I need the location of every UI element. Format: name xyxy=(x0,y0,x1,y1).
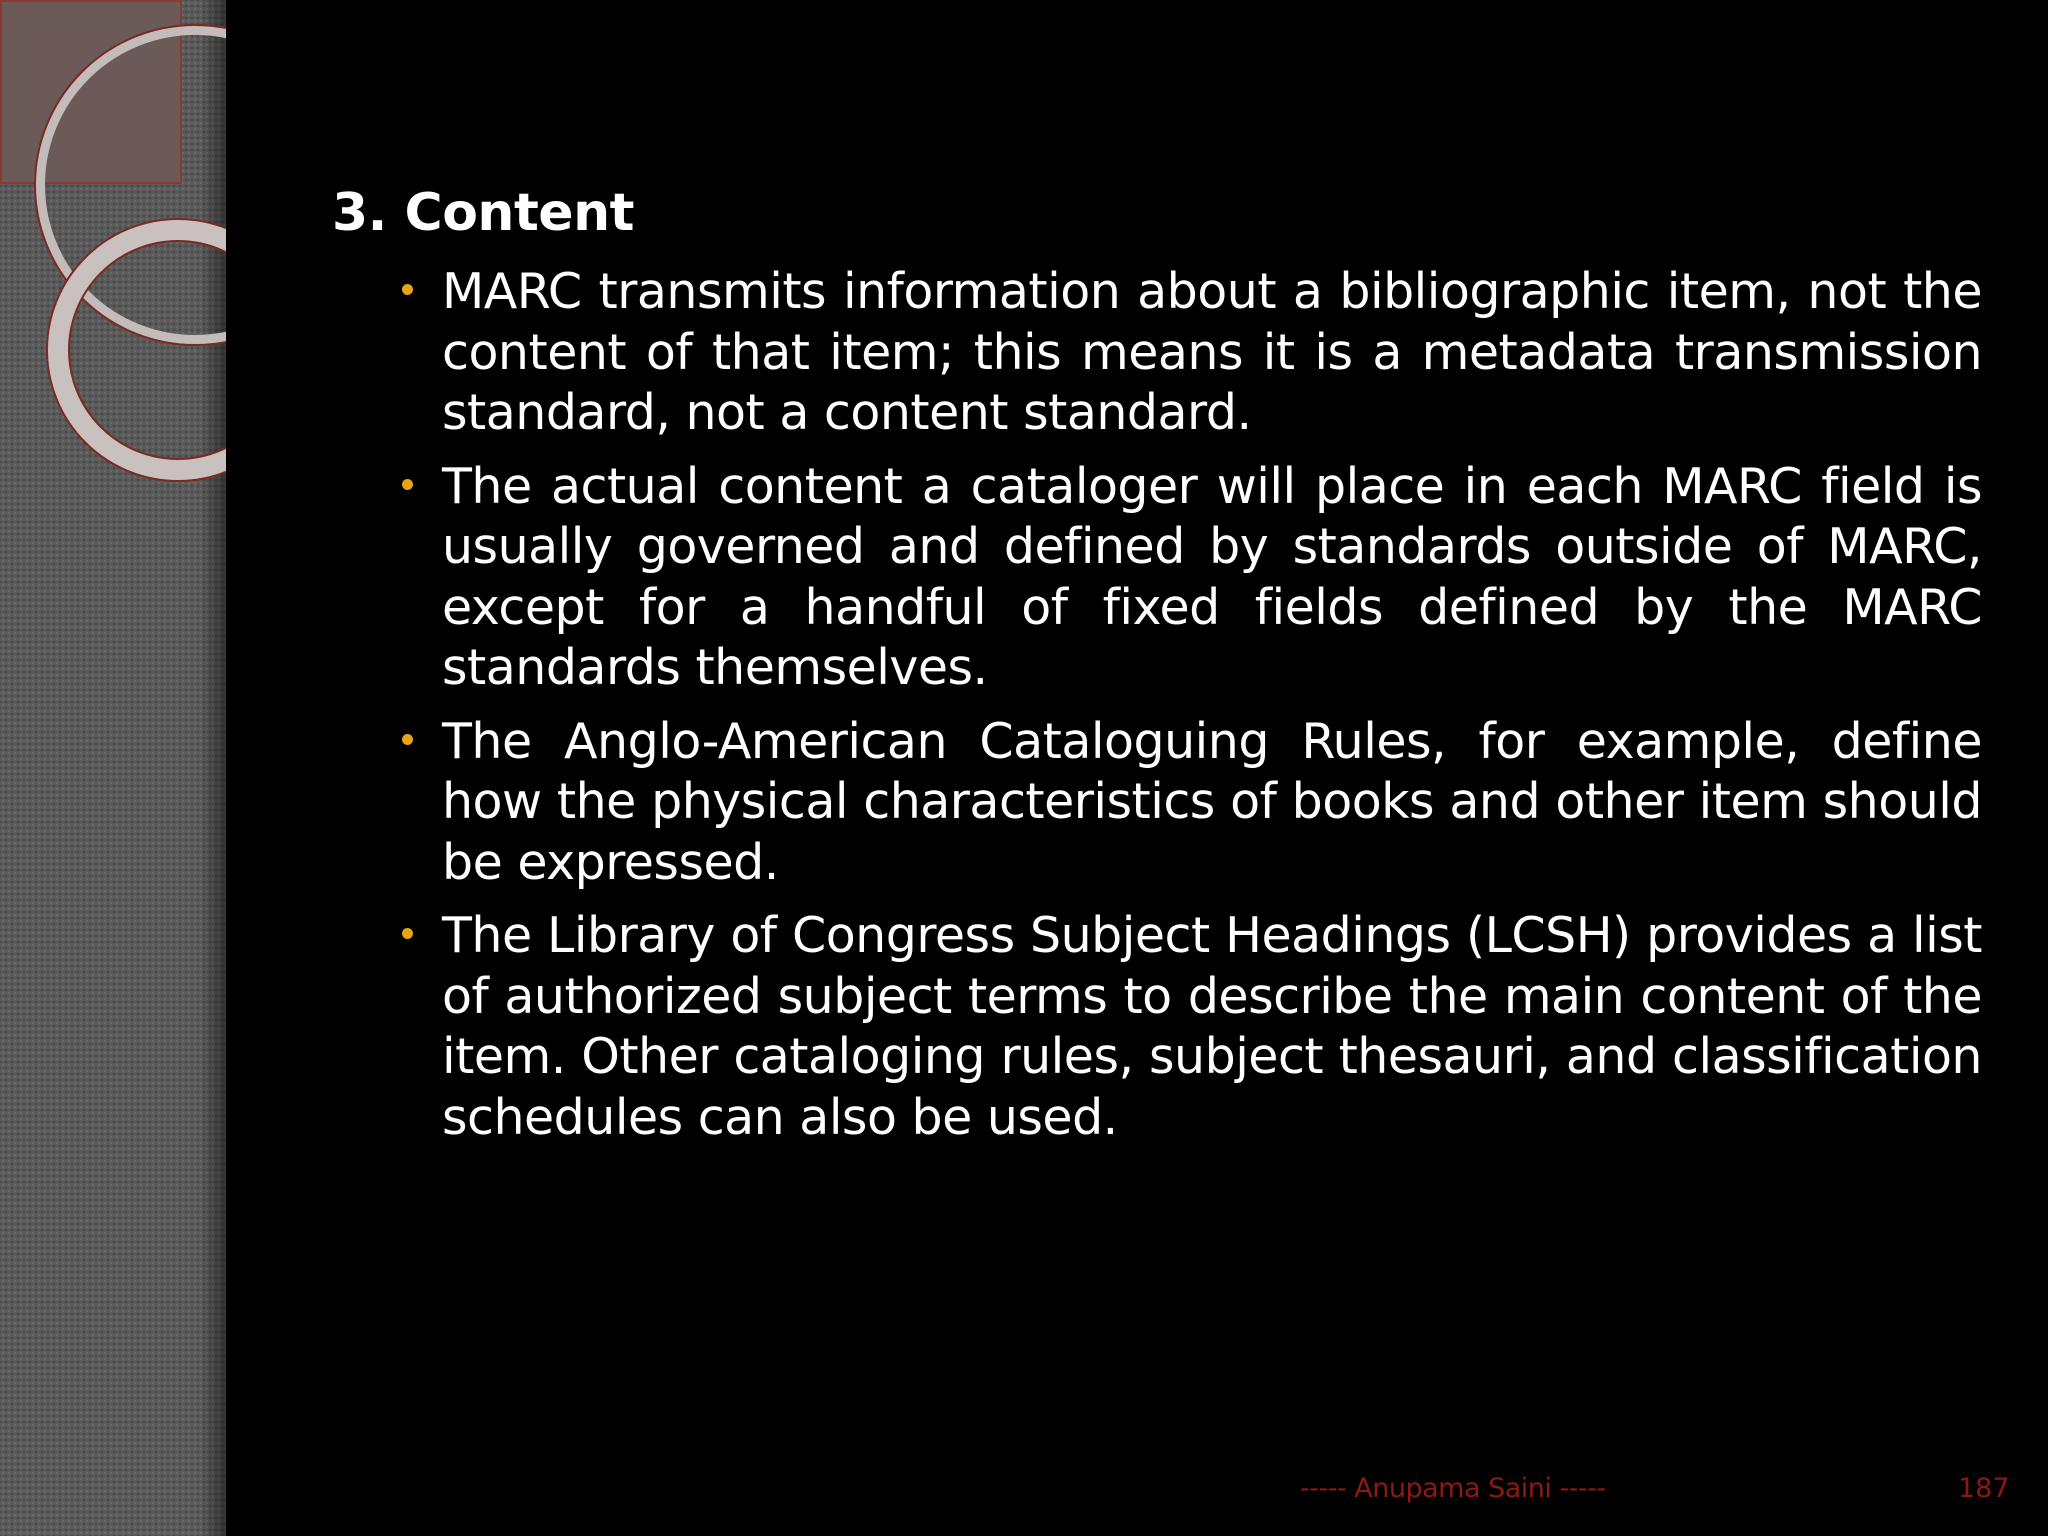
bullet-text: The Anglo-American Cataloguing Rules, for example, define how the physical characteristics of books and other item should be expressed. xyxy=(442,712,1982,891)
bullet-dot-icon xyxy=(402,479,413,490)
decorative-ring-small xyxy=(58,230,226,470)
decorative-ring-small-outer-edge xyxy=(47,219,226,481)
bullet-dot-icon xyxy=(402,284,413,295)
slide-heading: 3. Content xyxy=(332,183,634,243)
bullet-item xyxy=(442,457,1982,699)
bullet-dot-icon xyxy=(402,928,413,939)
decorative-corner-square xyxy=(1,1,181,183)
footer-page-number: 187 xyxy=(1958,1473,2010,1504)
slide-content xyxy=(332,178,1982,1161)
bullet-text: MARC transmits information about a bibliographic item, not the content of that item; this means it is a metadata transmission standard, not a content standard. xyxy=(442,263,1982,441)
bullet-text: The actual content a cataloger will place in each MARC field is usually governed and defined by standards outside of MARC, except for a handful of fixed fields defined by the MARC standards themselves. xyxy=(442,457,1982,696)
bullet-item xyxy=(442,906,1982,1148)
bullet-item xyxy=(442,262,1982,444)
bullet-text: The Library of Congress Subject Headings (LCSH) provides a list of authorized subject terms to describe the main content of the item. Other cataloging rules, subject thesauri, and classification schedules can also be used. xyxy=(442,907,1982,1146)
bullet-list xyxy=(332,262,1982,1148)
footer-author: ----- Anupama Saini ----- xyxy=(1300,1473,1606,1504)
bullet-item xyxy=(442,712,1982,894)
bullet-dot-icon xyxy=(402,734,413,745)
decorative-rings-graphic xyxy=(0,0,226,500)
